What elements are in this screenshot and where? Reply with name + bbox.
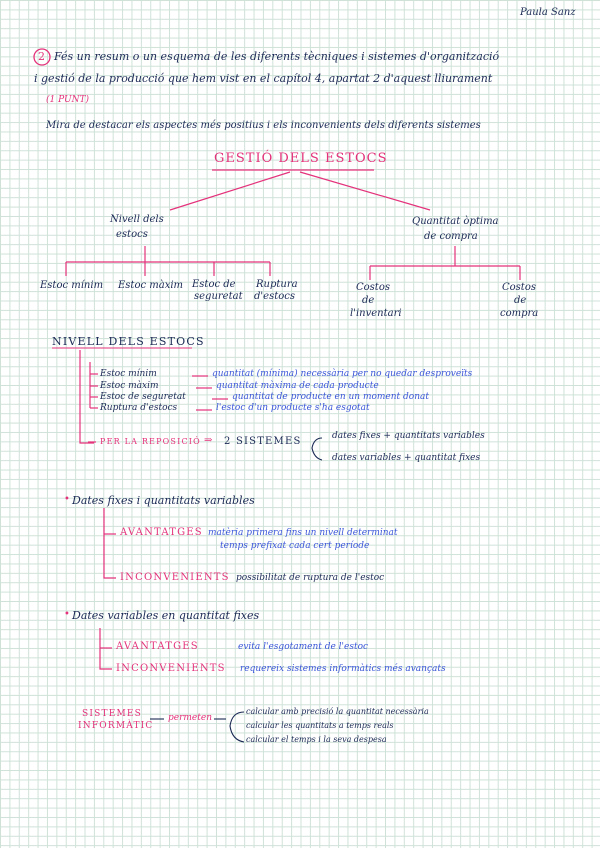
sec1-avantatge-1: matèria primera fins un nivell determinat <box>208 528 398 538</box>
bullet-1-icon: • <box>64 494 70 505</box>
question-line-1: Fés un resum o un esquema de les diferents tècniques i sistemes d'organització <box>54 50 500 63</box>
sec1-title: Dates fixes i quantitats variables <box>72 494 255 507</box>
nivell-def-3: l'estoc d'un producte s'ha esgotat <box>216 403 370 413</box>
sec1-avantatges-label: AVANTATGES <box>120 527 203 538</box>
leaf-estoc-maxim: Estoc màxim <box>118 280 184 291</box>
leaf-costos-inventari-2: de <box>362 295 375 306</box>
sec1-inconvenient: possibilitat de ruptura de l'estoc <box>236 573 385 583</box>
leaf-costos-compra-1: Costos <box>502 282 536 293</box>
nivell-heading: NIVELL DELS ESTOCS <box>52 335 205 348</box>
sistemes-info-label-1: SISTEMES <box>82 709 143 719</box>
leaf-estoc-minim: Estoc mínim <box>40 280 104 291</box>
question-line-2: i gestió de la producció que hem vist en el capítol 4, apartat 2 d'aquest lliurament <box>34 72 493 85</box>
sec2-inconvenients-label: INCONVENIENTS <box>116 663 226 674</box>
sistemes-info-label-2: INFORMÀTIC <box>78 721 154 731</box>
double-arrow-icon: ⇒ <box>204 435 213 446</box>
node-nivell-line-2: estocs <box>116 229 148 240</box>
nivell-term-1: Estoc màxim <box>100 381 159 391</box>
question-number: 2 <box>38 50 45 63</box>
sistemes-info-item-3: calcular el temps i la seva despesa <box>246 735 387 744</box>
leaf-costos-compra-3: compra <box>500 308 539 319</box>
sistemes-info-item-2: calcular les quantitats a temps reals <box>246 721 394 730</box>
nivell-term-3: Ruptura d'estocs <box>100 403 178 413</box>
nivell-def-0: quantitat (mínima) necessària per no quedar desproveïts <box>212 369 473 379</box>
option-variables: dates variables + quantitat fixes <box>332 453 481 463</box>
reposicio-label: PER LA REPOSICIÓ <box>100 437 201 446</box>
sec2-title: Dates variables en quantitat fixes <box>72 609 260 622</box>
leaf-ruptura-1: Ruptura <box>256 279 298 290</box>
sec1-inconvenients-label: INCONVENIENTS <box>120 572 230 583</box>
author-name: Paula Sanz <box>520 7 576 18</box>
nivell-term-0: Estoc mínim <box>100 369 157 379</box>
nivell-term-2: Estoc de seguretat <box>100 392 186 402</box>
leaf-ruptura-2: d'estocs <box>254 291 295 302</box>
sistemes-info-verb: permeten <box>168 713 212 723</box>
leaf-costos-inventari-3: l'inventari <box>350 308 402 319</box>
sistemes-count: 2 SISTEMES <box>224 436 302 447</box>
node-quantitat-line-1: Quantitat òptima <box>412 216 499 227</box>
question-points: (1 PUNT) <box>46 95 89 105</box>
diagram-title: GESTIÓ DELS ESTOCS <box>214 151 388 166</box>
bullet-2-icon: • <box>64 609 70 620</box>
option-fixes: dates fixes + quantitats variables <box>332 431 485 441</box>
sec2-avantatge: evita l'esgotament de l'estoc <box>238 642 369 652</box>
leaf-costos-inventari-1: Costos <box>356 282 390 293</box>
sec2-inconvenient: requereix sistemes informàtics més avançats <box>240 664 446 674</box>
sistemes-info-item-1: calcular amb precisió la quantitat necessària <box>246 707 429 716</box>
node-quantitat-line-2: de compra <box>424 231 478 242</box>
question-line-3: Mira de destacar els aspectes més positius i els inconvenients dels diferents sistemes <box>46 120 481 131</box>
sec2-avantatges-label: AVANTATGES <box>116 641 199 652</box>
sec1-avantatge-2: temps prefixat cada cert període <box>220 541 370 551</box>
leaf-estoc-seguretat-2: seguretat <box>194 291 243 302</box>
node-nivell-line-1: Nivell dels <box>110 214 164 225</box>
leaf-estoc-seguretat-1: Estoc de <box>192 279 236 290</box>
leaf-costos-compra-2: de <box>514 295 527 306</box>
nivell-def-2: quantitat de producte en un moment donat <box>232 392 429 402</box>
nivell-def-1: quantitat màxima de cada producte <box>216 381 379 391</box>
